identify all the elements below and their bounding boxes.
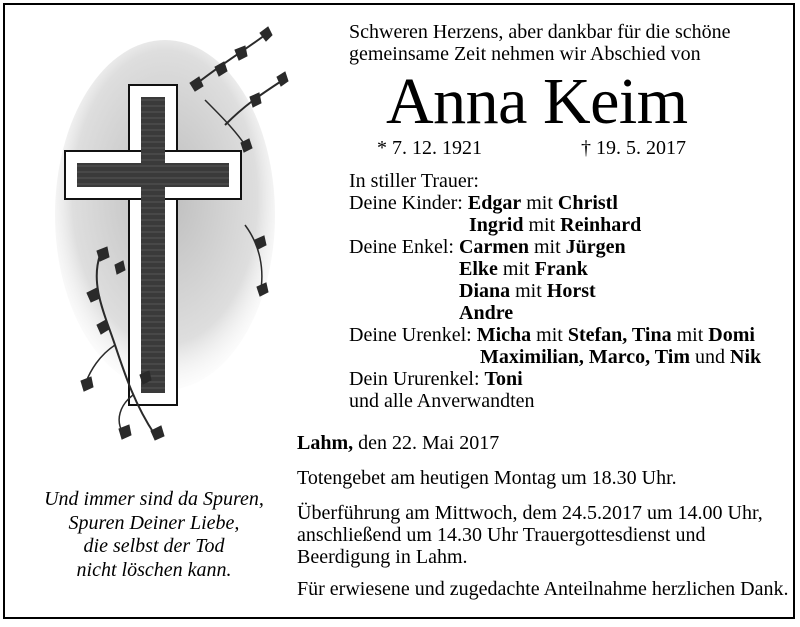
great-grandchildren-row [349,346,761,368]
mourner-name: Andre [459,302,514,324]
connector-text: und [690,346,730,368]
grandchildren-row [349,280,761,302]
mourner-name: Domi [708,324,755,346]
mourner-name: Diana [459,280,511,302]
funeral-notice [297,502,793,568]
connector-text: mit [521,192,558,214]
prayer-notice: Totengebet am heutigen Montag um 18.30 Uhr. [297,467,677,489]
mourner-name: Elke [459,258,498,280]
birth-date: * 7. 12. 1921 [377,137,482,159]
great-grandchildren-label: Deine Urenkel: [349,324,477,346]
closing-section [297,432,793,610]
mourner-name: Christl [557,192,618,214]
connector-text: mit [531,324,568,346]
connector-text: mit [523,214,561,236]
great-great-grandchild-row [349,368,761,390]
grandchildren-row [349,302,761,324]
intro-line: gemeinsame Zeit nehmen wir Abschied von [349,43,701,65]
funeral-line: Überführung am Mittwoch, dem 24.5.2017 um 14.00 Uhr, [297,502,763,524]
grandchildren-row [349,236,761,258]
thanks-text: Für erwiesene und zugedachte Anteilnahme herzlichen Dank. [297,578,789,600]
mourner-name: Toni [484,368,523,390]
great-grandchildren-row [349,324,761,346]
connector-text: mit [510,280,547,302]
grandchildren-label: Deine Enkel: [349,236,459,258]
cross-with-ivy-illustration [45,25,295,445]
mourners-heading: In stiller Trauer: [349,170,479,192]
funeral-line: Beerdigung in Lahm. [297,546,468,568]
grandchildren-row [349,258,761,280]
mourner-name: Reinhard [560,214,642,236]
mourners-list [349,170,761,412]
connector-text: mit [671,324,709,346]
verse-line: Spuren Deiner Liebe, [68,511,240,534]
mourner-name: Nik [730,346,762,368]
mourner-name: Stefan, Tina [567,324,672,346]
place: Lahm, [297,432,354,454]
funeral-line: anschließend um 14.30 Uhr Trauergottesdienst und [297,524,706,546]
verse-line: nicht löschen kann. [76,558,232,581]
mourner-name: Horst [546,280,596,302]
mourner-name: Jürgen [565,236,626,258]
date: den 22. Mai 2017 [353,432,500,454]
obituary-notice [3,3,795,619]
intro-line: Schweren Herzens, aber dankbar für die schöne [349,21,731,43]
verse-line: Und immer sind da Spuren, [44,488,264,510]
great-great-grandchild-label: Dein Ururenkel: [349,368,485,390]
children-row [349,192,761,214]
children-row [349,214,761,236]
mourner-name: Edgar [467,192,522,214]
connector-text: mit [528,236,566,258]
mourner-name: Micha [476,324,532,346]
memorial-verse [29,488,279,582]
mourner-name: Carmen [458,236,529,258]
connector-text: mit [497,258,535,280]
mourner-name: Maximilian, Marco, Tim [480,346,690,368]
mourner-name: Frank [534,258,588,280]
verse-line: die selbst der Tod [83,535,225,557]
children-label: Deine Kinder: [349,192,468,214]
place-date [297,432,793,454]
mourner-name: Ingrid [469,214,524,236]
intro-text [349,21,731,65]
other-relatives: und alle Anverwandten [349,390,535,412]
deceased-name: Anna Keim [386,65,688,138]
death-date: † 19. 5. 2017 [581,137,686,159]
